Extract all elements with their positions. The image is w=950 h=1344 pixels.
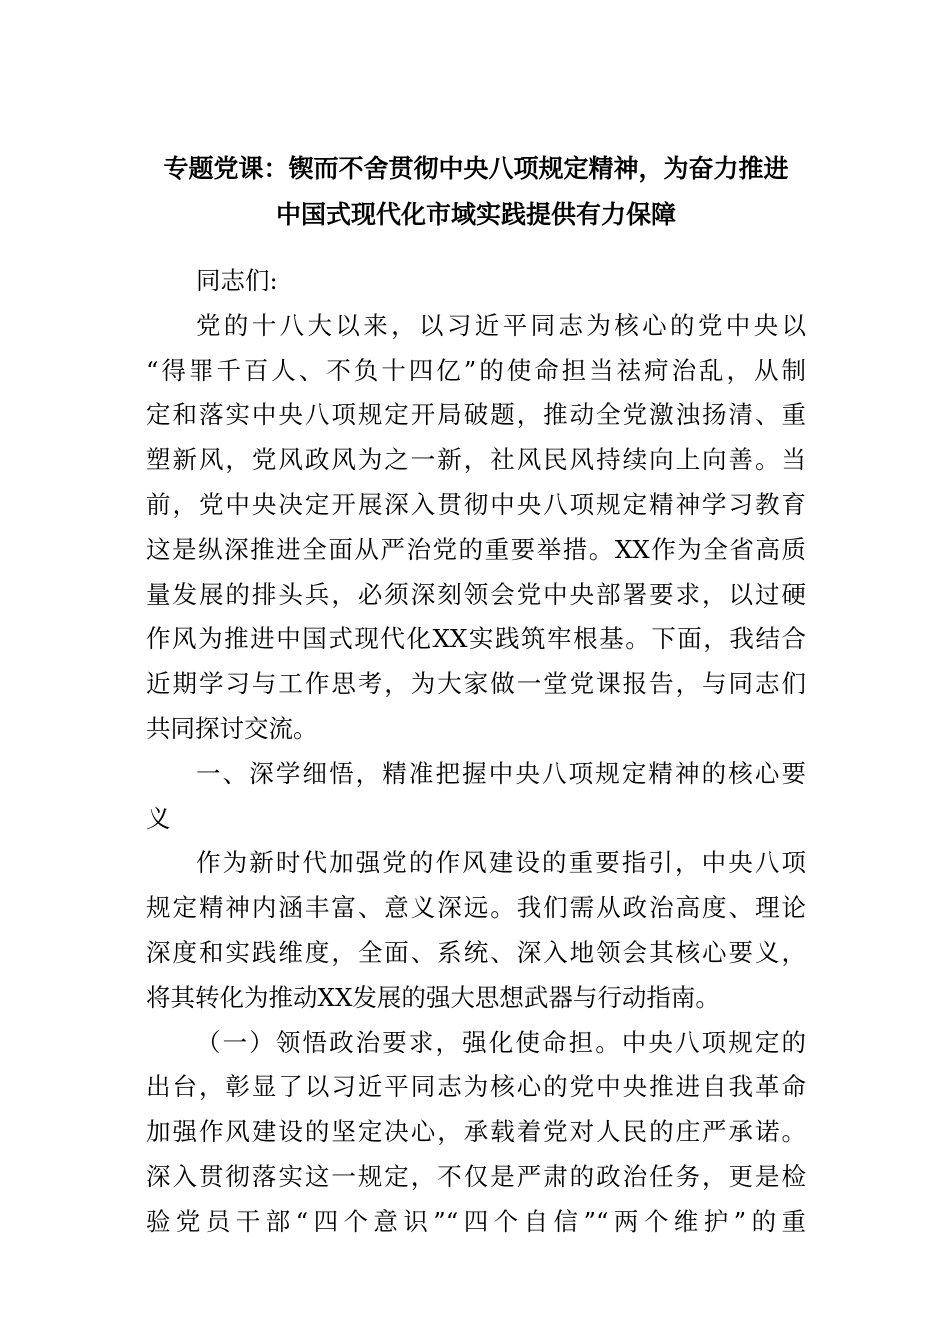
paragraph-line: 党的十八大以来，以习近平同志为核心的党中央以 [196, 310, 806, 340]
paragraph-subsection-1 [146, 1021, 806, 1245]
paragraph-section-1-intro [146, 841, 806, 1020]
paragraph-line: 将其转化为推动XX发展的强大思想武器与行动指南。 [146, 982, 720, 1012]
paragraph-line: 这是纵深推进全面从严治党的重要举措。XX作为全省高质 [146, 534, 806, 564]
greeting: 同志们: [196, 266, 278, 295]
paragraph-intro [146, 304, 806, 752]
paragraph-line: 量发展的排头兵，必须深刻领会党中央部署要求，以过硬 [146, 579, 806, 609]
paragraph-line: 加强作风建设的坚定决心，承载着党对人民的庄严承诺。 [146, 1117, 806, 1147]
paragraph-line: 作为新时代加强党的作风建设的重要指引，中央八项 [196, 848, 806, 878]
heading-line: 一、深学细悟，精准把握中央八项规定精神的核心要 [196, 758, 806, 788]
paragraph-line: 定和落实中央八项规定开局破题，推动全党激浊扬清、重 [146, 400, 806, 430]
paragraph-line: 前，党中央决定开展深入贯彻中央八项规定精神学习教育 [146, 489, 806, 519]
section-heading-1 [146, 752, 806, 842]
title-line-1: 专题党课：锲而不舍贯彻中央八项规定精神，为奋力推进 [163, 154, 789, 183]
heading-line: 义 [146, 803, 171, 833]
paragraph-line: 塑新风，党风政风为之一新，社风民风持续向上向善。当 [146, 445, 806, 475]
title-line-2: 中国式现代化市域实践提供有力保障 [275, 200, 676, 229]
paragraph-line: 作风为推进中国式现代化XX实践筑牢根基。下面，我结合 [146, 624, 806, 654]
paragraph-line: （一）领悟政治要求，强化使命担。中央八项规定的 [196, 1027, 806, 1057]
paragraph-line: 出台，彰显了以习近平同志为核心的党中央推进自我革命 [146, 1072, 806, 1102]
document-body [146, 259, 806, 1245]
paragraph-line: 深入贯彻落实这一规定，不仅是严肃的政治任务，更是检 [146, 1161, 806, 1191]
paragraph-line: 深度和实践维度，全面、系统、深入地领会其核心要义， [146, 937, 806, 967]
document-title [146, 146, 806, 238]
paragraph-line: 验党员干部“四个意识”“四个自信”“两个维护”的重 [146, 1206, 806, 1236]
paragraph-line: 共同探讨交流。 [146, 713, 318, 743]
paragraph-line: 规定精神内涵丰富、意义深远。我们需从政治高度、理论 [146, 893, 806, 923]
paragraph-line: 近期学习与工作思考，为大家做一堂党课报告，与同志们 [146, 669, 806, 699]
paragraph-line: “得罪千百人、不负十四亿”的使命担当祛疴治乱，从制 [146, 355, 806, 385]
